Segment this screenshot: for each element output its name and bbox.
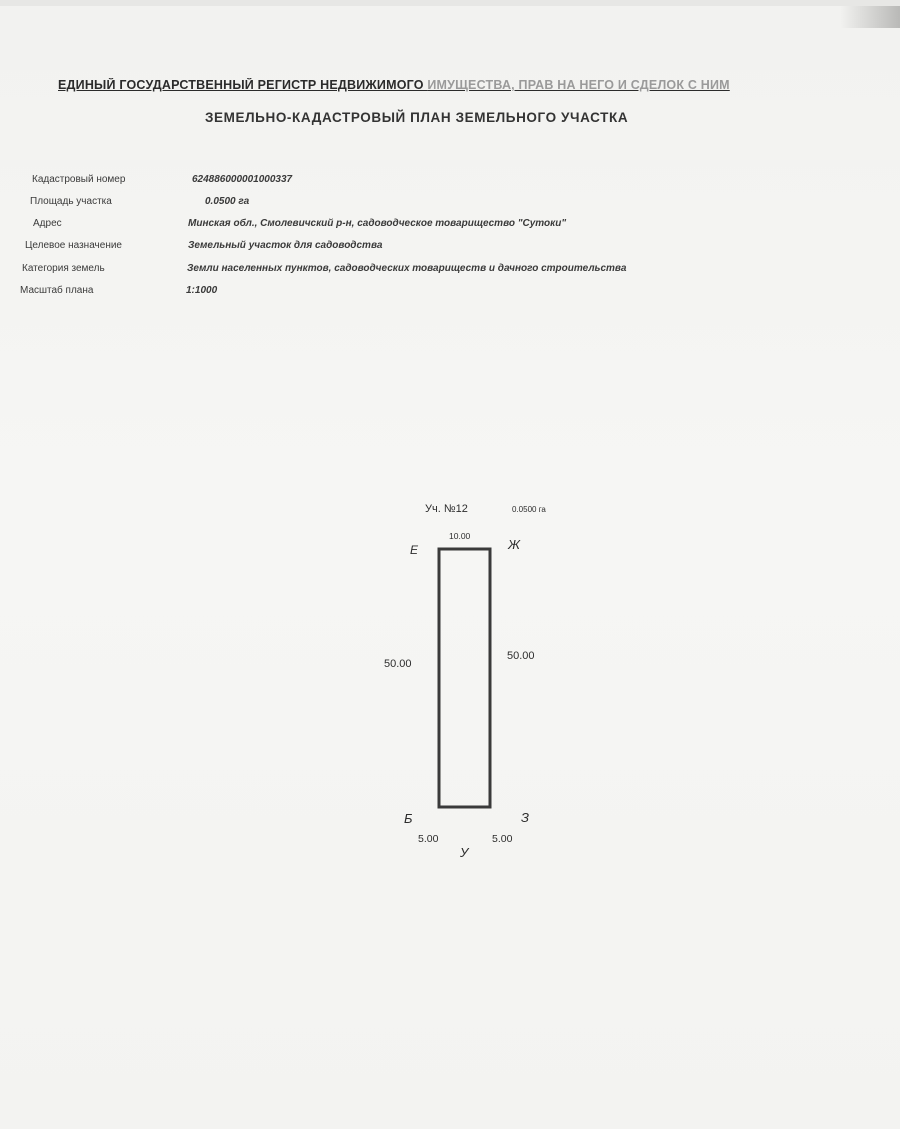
document-title: ЗЕМЕЛЬНО-КАДАСТРОВЫЙ ПЛАН ЗЕМЕЛЬНОГО УЧАСТКА — [205, 110, 629, 125]
point-label-bottom-mid: У — [460, 845, 469, 860]
info-value: Земельный участок для садоводства — [188, 240, 383, 251]
point-label-top-right: Ж — [508, 537, 520, 552]
point-label-top-left: Е — [410, 543, 419, 557]
parcel-area-label: 0.0500 га — [512, 505, 546, 514]
info-value: 624886000001000337 — [192, 174, 293, 185]
info-label: Целевое назначение — [25, 240, 122, 251]
info-label: Площадь участка — [30, 196, 112, 207]
info-value: 0.0500 га — [205, 196, 250, 207]
point-label-bottom-left: Б — [404, 811, 413, 826]
side-length-top: 10.00 — [449, 531, 471, 541]
info-value: 1:1000 — [186, 285, 218, 296]
info-label: Кадастровый номер — [32, 174, 126, 185]
parcel-label: Уч. №12 — [425, 503, 468, 515]
info-label: Категория земель — [22, 263, 105, 274]
parcel-outline — [439, 549, 490, 807]
side-length-bottom-right: 5.00 — [492, 833, 513, 845]
side-length-left: 50.00 — [384, 658, 412, 670]
info-value: Земли населенных пунктов, садоводческих товариществ и дачного строительства — [187, 263, 627, 274]
point-label-bottom-right: З — [521, 810, 529, 825]
info-value: Минская обл., Смолевичский р-н, садоводческое товарищество "Сутоки" — [188, 218, 567, 229]
registry-header-faded: ИМУЩЕСТВА, ПРАВ НА НЕГО И СДЕЛОК С НИМ — [427, 78, 730, 92]
side-length-bottom-left: 5.00 — [418, 833, 439, 845]
parcel-plan — [0, 6, 900, 1129]
document-sheet — [0, 6, 900, 1129]
info-label: Масштаб плана — [20, 285, 94, 296]
side-length-right: 50.00 — [507, 650, 535, 662]
info-label: Адрес — [33, 218, 62, 229]
registry-header-main: ЕДИНЫЙ ГОСУДАРСТВЕННЫЙ РЕГИСТР НЕДВИЖИМОГО — [58, 78, 428, 92]
